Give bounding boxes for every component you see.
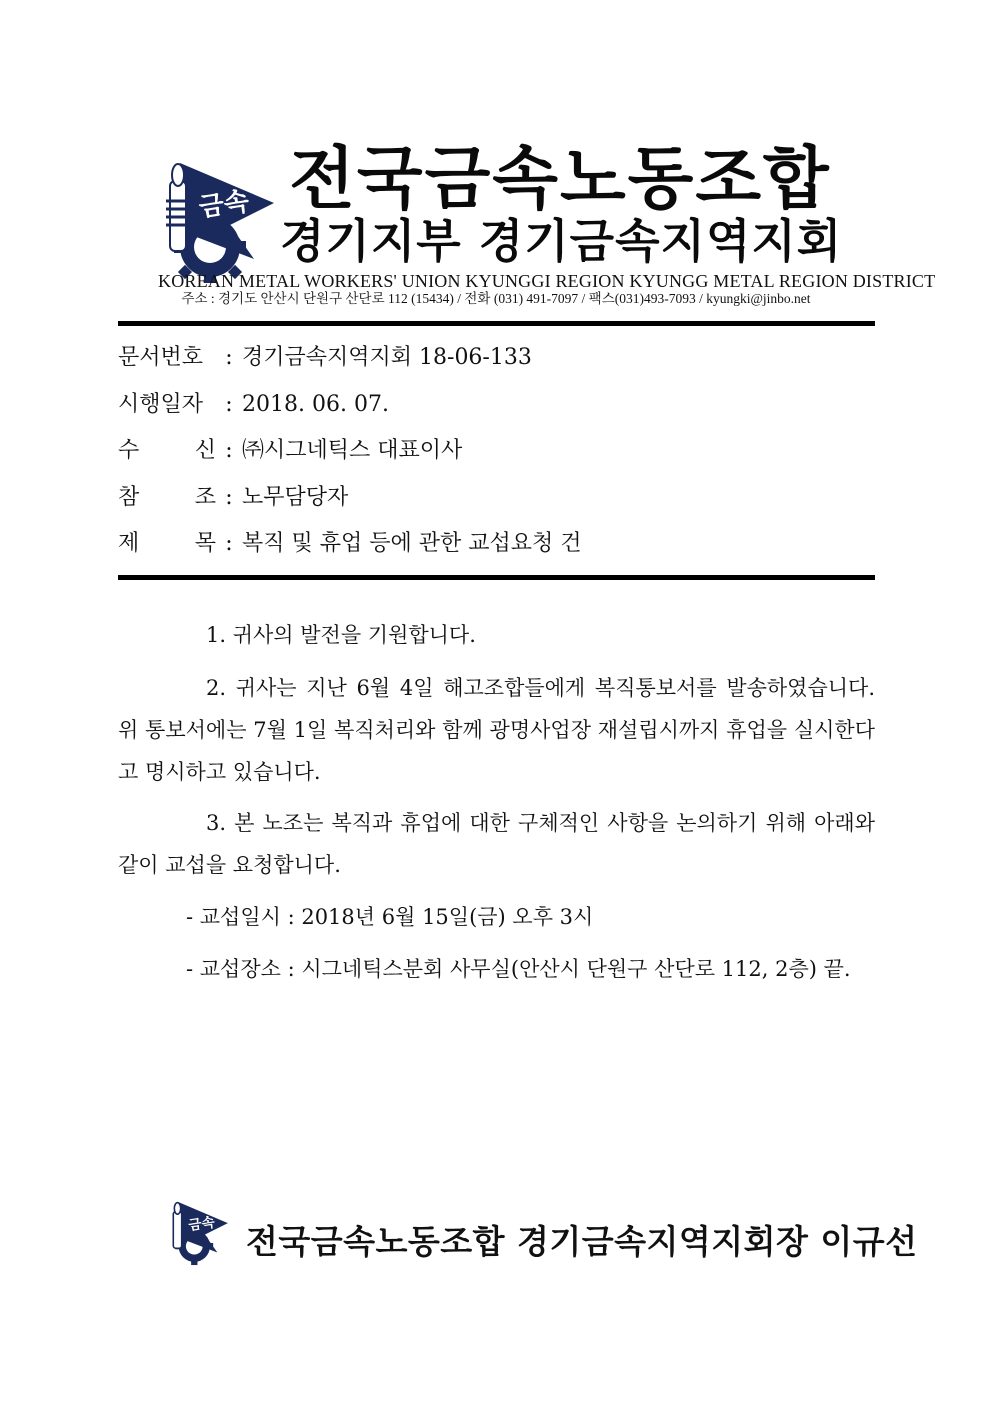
body-paragraph-3: 3. 본 노조는 복직과 휴업에 대한 구체적인 사항을 논의하기 위해 아래와 같이 교섭을 요청합니다. — [118, 811, 875, 877]
reference-row — [118, 481, 348, 515]
date-value: 2018. 06. 07. — [242, 392, 389, 417]
org-address: 주소 : 경기도 안산시 단원구 산단로 112 (15434) / 전화 (031) 491-7097 / 팩스(031)493-7093 / kyungki@jinbo.net — [181, 291, 811, 306]
header-bottom-rule — [118, 575, 875, 580]
org-title: 전국금속노동조합 — [289, 140, 831, 219]
date-row — [118, 388, 389, 422]
union-flag-fist-gear-icon — [167, 1197, 231, 1267]
colon: : — [225, 485, 233, 510]
colon: : — [225, 345, 233, 370]
doc-number-row — [118, 341, 532, 375]
subject-value: 복직 및 휴업 등에 관한 교섭요청 건 — [242, 531, 582, 556]
org-subtitle: 경기지부 경기금속지역지회 — [280, 214, 843, 268]
recipient-label: 수 신 — [118, 438, 216, 463]
colon: : — [225, 438, 233, 463]
doc-number-value: 경기금속지역지회 18-06-133 — [242, 345, 532, 370]
logo-text: 금속 — [187, 1214, 216, 1235]
reference-label: 참 조 — [118, 485, 216, 510]
union-flag-fist-gear-icon — [158, 155, 280, 285]
colon: : — [225, 392, 233, 417]
doc-number-label: 문서번호 — [118, 345, 204, 370]
colon: : — [225, 531, 233, 556]
subject-row — [118, 527, 582, 561]
reference-value: 노무담당자 — [242, 485, 349, 510]
date-label: 시행일자 — [118, 392, 204, 417]
org-english-name: KOREAN METAL WORKERS' UNION KYUNGGI REGION KYUNGG METAL REGION DISTRICT — [158, 271, 936, 291]
fist-icon — [166, 164, 188, 251]
body-paragraph-1: 1. 귀사의 발전을 기원합니다. — [206, 623, 476, 647]
meeting-datetime-item: - 교섭일시 : 2018년 6월 15일(금) 오후 3시 — [186, 905, 594, 929]
header-top-rule — [118, 321, 875, 326]
meeting-location-item: - 교섭장소 : 시그네틱스분회 사무실(안산시 단원구 산단로 112, 2층) 끝. — [186, 957, 851, 981]
recipient-row — [118, 434, 462, 468]
signature-line: 전국금속노동조합 경기금속지역지회장 이규선 — [246, 1222, 918, 1261]
recipient-value: ㈜시그네틱스 대표이사 — [242, 438, 463, 463]
fist-icon — [173, 1203, 181, 1249]
body-paragraph-2: 2. 귀사는 지난 6월 4일 해고조합들에게 복직통보서를 발송하였습니다. 위 통보서에는 7월 1일 복직처리와 함께 광명사업장 재설립시까지 휴업을 실시한다고 명시하고 있습니다. — [118, 676, 875, 784]
subject-label: 제 목 — [118, 531, 216, 556]
logo-text: 금속 — [197, 186, 251, 224]
